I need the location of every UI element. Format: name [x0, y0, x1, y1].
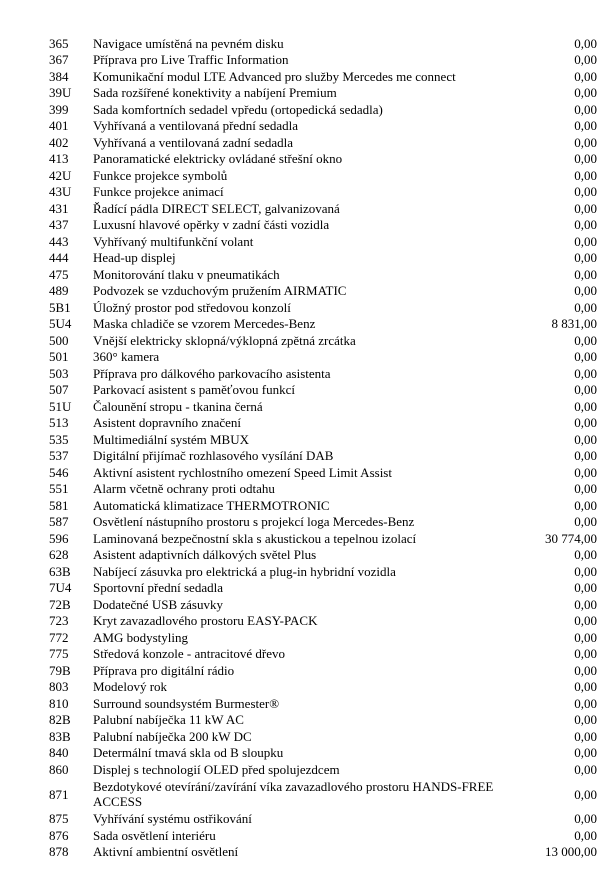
option-description: Determální tmavá skla od B sloupku: [93, 745, 284, 761]
table-row: [49, 266, 597, 283]
options-table: [49, 35, 597, 860]
option-code: 878: [49, 844, 69, 860]
option-description: Osvětlení nástupního prostoru s projekcí loga Mercedes-Benz: [93, 514, 415, 530]
option-code: 840: [49, 745, 69, 761]
option-code: 489: [49, 283, 69, 299]
option-description: Panoramatické elektricky ovládané střešní okno: [93, 151, 343, 167]
option-price: 30 774,00: [545, 530, 597, 546]
table-row: [49, 332, 597, 349]
option-code: 507: [49, 382, 69, 398]
table-row: [49, 761, 597, 778]
option-description: Navigace umístěná na pevném disku: [93, 35, 284, 51]
option-code: 581: [49, 497, 69, 513]
option-price: 0,00: [574, 481, 597, 497]
option-description: Čalounění stropu - tkanina černá: [93, 398, 263, 414]
option-price: 0,00: [574, 217, 597, 233]
option-price: 0,00: [574, 464, 597, 480]
option-code: 63B: [49, 563, 71, 579]
table-row: [49, 728, 597, 745]
option-price: 0,00: [574, 382, 597, 398]
option-description: Středová konzole - antracitové dřevo: [93, 646, 286, 662]
option-price: 0,00: [574, 118, 597, 134]
option-price: 0,00: [574, 497, 597, 513]
option-price: 0,00: [574, 266, 597, 282]
option-description: Monitorování tlaku v pneumatikách: [93, 266, 280, 282]
option-code: 82B: [49, 712, 71, 728]
table-row: [49, 613, 597, 630]
option-description: Parkovací asistent s paměťovou funkcí: [93, 382, 295, 398]
option-description: Komunikační modul LTE Advanced pro služby Mercedes me connect: [93, 68, 456, 84]
option-description: Nabíjecí zásuvka pro elektrická a plug-in hybridní vozidla: [93, 563, 396, 579]
option-code: 775: [49, 646, 69, 662]
option-description: Vyhřívání systému ostřikování: [93, 811, 252, 827]
option-code: 443: [49, 233, 69, 249]
option-price: 0,00: [574, 728, 597, 744]
option-price: 0,00: [574, 712, 597, 728]
option-description: Digitální přijímač rozhlasového vysílání DAB: [93, 448, 334, 464]
option-code: 535: [49, 431, 69, 447]
option-code: 401: [49, 118, 69, 134]
option-code: 43U: [49, 184, 72, 200]
option-price: 0,00: [574, 233, 597, 249]
option-code: 723: [49, 613, 69, 629]
option-description: Luxusní hlavové opěrky v zadní části vozidla: [93, 217, 330, 233]
option-code: 7U4: [49, 580, 72, 596]
option-price: 0,00: [574, 629, 597, 645]
table-row: [49, 200, 597, 217]
option-price: 0,00: [574, 134, 597, 150]
option-description: Sada komfortních sedadel vpředu (ortopedická sedadla): [93, 101, 383, 117]
option-price: 0,00: [574, 167, 597, 183]
table-row: [49, 745, 597, 762]
option-code: 501: [49, 349, 69, 365]
option-description: Vyhřívaná a ventilovaná zadní sedadla: [93, 134, 293, 150]
option-code: 503: [49, 365, 69, 381]
option-price: 0,00: [574, 613, 597, 629]
option-price: 0,00: [574, 85, 597, 101]
option-description: Alarm včetně ochrany proti odtahu: [93, 481, 275, 497]
option-price: 8 831,00: [551, 316, 597, 332]
table-row: [49, 695, 597, 712]
table-row: [49, 844, 597, 861]
option-code: 39U: [49, 85, 72, 101]
option-description: Aktivní ambientní osvětlení: [93, 844, 239, 860]
option-code: 437: [49, 217, 69, 233]
table-row: [49, 811, 597, 828]
option-price: 0,00: [574, 415, 597, 431]
table-row: [49, 415, 597, 432]
table-row: [49, 712, 597, 729]
option-description: Vnější elektricky sklopná/výklopná zpětná zrcátka: [93, 332, 356, 348]
table-row: [49, 316, 597, 333]
option-price: 0,00: [574, 662, 597, 678]
option-code: 551: [49, 481, 69, 497]
option-description: Laminovaná bezpečnostní skla s akustickou a tepelnou izolací: [93, 530, 417, 546]
option-code: 513: [49, 415, 69, 431]
table-row: [49, 382, 597, 399]
option-price: 0,00: [574, 151, 597, 167]
table-row: [49, 151, 597, 168]
table-row: [49, 52, 597, 69]
option-price: 0,00: [574, 35, 597, 51]
table-row: [49, 514, 597, 531]
option-description: Funkce projekce animací: [93, 184, 224, 200]
option-description: Podvozek se vzduchovým pružením AIRMATIC: [93, 283, 347, 299]
option-description: Bezdotykové otevírání/zavírání víka zavazadlového prostoru HANDS-FREE ACCESS: [93, 779, 494, 809]
table-row: [49, 398, 597, 415]
option-price: 0,00: [574, 283, 597, 299]
option-code: 803: [49, 679, 69, 695]
table-row: [49, 365, 597, 382]
option-description: AMG bodystyling: [93, 629, 188, 645]
option-price: 0,00: [574, 580, 597, 596]
option-description: Maska chladiče se vzorem Mercedes-Benz: [93, 316, 316, 332]
option-code: 876: [49, 827, 69, 843]
option-price: 0,00: [574, 695, 597, 711]
option-price: 0,00: [574, 596, 597, 612]
table-row: [49, 646, 597, 663]
option-code: 546: [49, 464, 69, 480]
option-price: 0,00: [574, 827, 597, 843]
option-description: Sada osvětlení interiéru: [93, 827, 216, 843]
option-description: Funkce projekce symbolů: [93, 167, 228, 183]
option-description: Úložný prostor pod středovou konzolí: [93, 299, 291, 315]
option-code: 83B: [49, 728, 71, 744]
option-code: 42U: [49, 167, 72, 183]
table-row: [49, 431, 597, 448]
option-price: 0,00: [574, 101, 597, 117]
option-description: Příprava pro dálkového parkovacího asistenta: [93, 365, 331, 381]
option-price: 0,00: [574, 786, 597, 802]
table-row: [49, 233, 597, 250]
option-price: 0,00: [574, 184, 597, 200]
option-price: 0,00: [574, 679, 597, 695]
option-description: Surround soundsystém Burmester®: [93, 695, 280, 711]
option-code: 810: [49, 695, 69, 711]
table-row: [49, 580, 597, 597]
table-row: [49, 134, 597, 151]
option-price: 0,00: [574, 68, 597, 84]
option-description: Vyhřívaná a ventilovaná přední sedadla: [93, 118, 299, 134]
table-row: [49, 629, 597, 646]
option-price: 0,00: [574, 365, 597, 381]
table-row: [49, 299, 597, 316]
option-price: 0,00: [574, 514, 597, 530]
option-description: Příprava pro digitální rádio: [93, 662, 235, 678]
option-code: 367: [49, 52, 69, 68]
table-row: [49, 217, 597, 234]
option-description: Displej s technologií OLED před spolujezdcem: [93, 761, 340, 777]
option-description: Automatická klimatizace THERMOTRONIC: [93, 497, 330, 513]
options-table-body: [49, 35, 597, 860]
table-row: [49, 662, 597, 679]
option-code: 860: [49, 761, 69, 777]
option-code: 875: [49, 811, 69, 827]
option-code: 596: [49, 530, 69, 546]
table-row: [49, 530, 597, 547]
option-price: 0,00: [574, 547, 597, 563]
table-row: [49, 283, 597, 300]
option-price: 13 000,00: [545, 844, 597, 860]
option-description: Vyhřívaný multifunkční volant: [93, 233, 254, 249]
option-price: 0,00: [574, 448, 597, 464]
table-row: [49, 448, 597, 465]
option-price: 0,00: [574, 431, 597, 447]
option-description: Palubní nabíječka 11 kW AC: [93, 712, 244, 728]
option-code: 5B1: [49, 299, 71, 315]
option-code: 871: [49, 786, 69, 802]
option-price: 0,00: [574, 52, 597, 68]
option-price: 0,00: [574, 563, 597, 579]
option-description: Sada rozšířené konektivity a nabíjení Premium: [93, 85, 337, 101]
option-description: Head-up displej: [93, 250, 176, 266]
option-code: 72B: [49, 596, 71, 612]
option-code: 772: [49, 629, 69, 645]
table-row: [49, 85, 597, 102]
table-row: [49, 118, 597, 135]
table-row: [49, 563, 597, 580]
option-price: 0,00: [574, 761, 597, 777]
option-code: 475: [49, 266, 69, 282]
option-price: 0,00: [574, 299, 597, 315]
option-description: Řadící pádla DIRECT SELECT, galvanizovaná: [93, 200, 340, 216]
option-code: 537: [49, 448, 69, 464]
option-code: 365: [49, 35, 69, 51]
option-description: Palubní nabíječka 200 kW DC: [93, 728, 252, 744]
option-code: 79B: [49, 662, 71, 678]
table-row: [49, 250, 597, 267]
option-description: Sportovní přední sedadla: [93, 580, 223, 596]
option-code: 500: [49, 332, 69, 348]
option-code: 399: [49, 101, 69, 117]
option-description: Modelový rok: [93, 679, 168, 695]
table-row: [49, 827, 597, 844]
option-price: 0,00: [574, 745, 597, 761]
option-code: 444: [49, 250, 69, 266]
option-code: 628: [49, 547, 69, 563]
option-code: 431: [49, 200, 69, 216]
option-description: Aktivní asistent rychlostního omezení Speed Limit Assist: [93, 464, 392, 480]
option-code: 587: [49, 514, 69, 530]
option-code: 51U: [49, 398, 72, 414]
option-description: Multimediální systém MBUX: [93, 431, 249, 447]
option-code: 5U4: [49, 316, 72, 332]
option-price: 0,00: [574, 646, 597, 662]
option-description: Dodatečné USB zásuvky: [93, 596, 223, 612]
table-row: [49, 35, 597, 52]
option-price: 0,00: [574, 332, 597, 348]
option-price: 0,00: [574, 398, 597, 414]
option-code: 413: [49, 151, 69, 167]
table-row: [49, 464, 597, 481]
option-price: 0,00: [574, 200, 597, 216]
option-description: 360° kamera: [93, 349, 160, 365]
table-row: [49, 184, 597, 201]
option-price: 0,00: [574, 811, 597, 827]
option-code: 384: [49, 68, 69, 84]
table-row: [49, 481, 597, 498]
table-row: [49, 68, 597, 85]
table-row: [49, 349, 597, 366]
table-row: [49, 101, 597, 118]
option-description: Asistent dopravního značení: [93, 415, 242, 431]
option-description: Kryt zavazadlového prostoru EASY-PACK: [93, 613, 318, 629]
option-code: 402: [49, 134, 69, 150]
table-row: [49, 778, 597, 811]
table-row: [49, 167, 597, 184]
table-row: [49, 547, 597, 564]
table-row: [49, 596, 597, 613]
option-description: Příprava pro Live Traffic Information: [93, 52, 289, 68]
table-row: [49, 497, 597, 514]
option-price: 0,00: [574, 349, 597, 365]
option-price: 0,00: [574, 250, 597, 266]
table-row: [49, 679, 597, 696]
option-description: Asistent adaptivních dálkových světel Plus: [93, 547, 317, 563]
